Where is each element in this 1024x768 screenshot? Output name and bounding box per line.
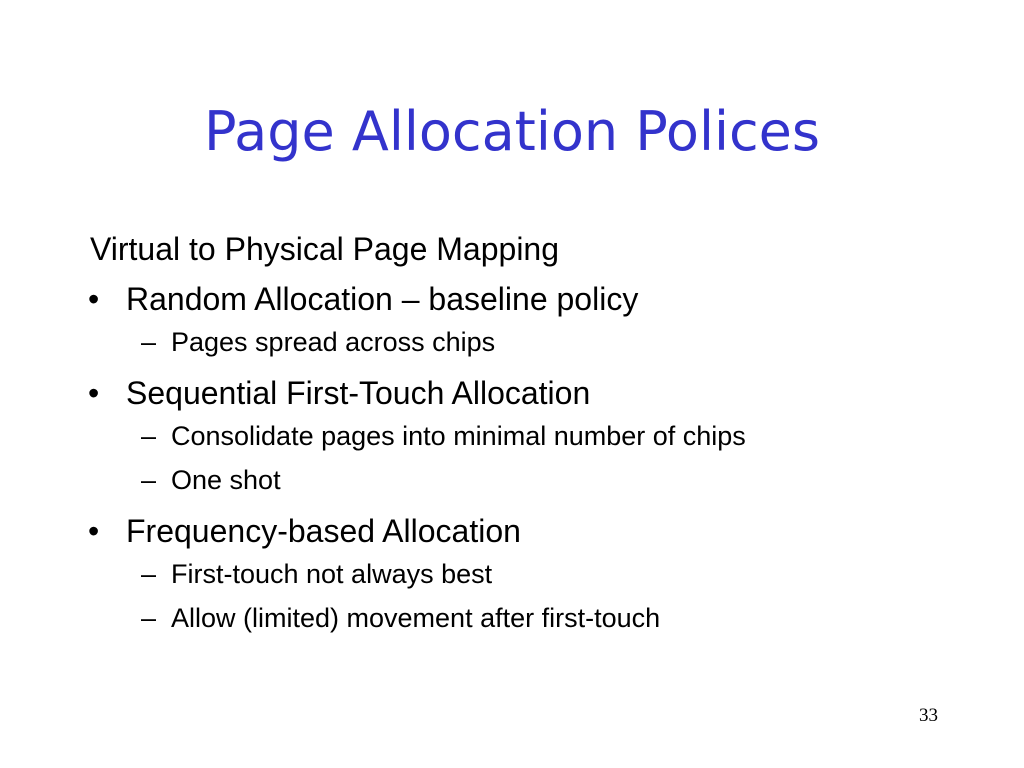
slide-body — [90, 226, 990, 638]
bullet-marker: • — [88, 375, 100, 411]
sub-marker: – — [141, 559, 157, 589]
sub-item — [141, 554, 990, 594]
sub-marker: – — [141, 603, 157, 633]
bullet-marker: • — [88, 281, 100, 317]
bullet-item — [90, 276, 990, 322]
sub-text: One shot — [171, 465, 281, 495]
sub-item — [141, 322, 990, 362]
bullet-item — [90, 508, 990, 554]
sub-text: Pages spread across chips — [171, 327, 496, 357]
bullet-marker: • — [88, 513, 100, 549]
sub-item — [141, 460, 990, 500]
spacer — [90, 500, 990, 508]
bullet-text: Frequency-based Allocation — [126, 513, 521, 549]
sub-marker: – — [141, 421, 157, 451]
bullet-item — [90, 370, 990, 416]
sub-marker: – — [141, 327, 157, 357]
sub-item — [141, 598, 990, 638]
sub-text: First-touch not always best — [171, 559, 493, 589]
sub-text: Allow (limited) movement after first-touch — [171, 603, 661, 633]
page-number: 33 — [919, 705, 938, 726]
intro-line: Virtual to Physical Page Mapping — [90, 231, 560, 267]
bullet-text: Random Allocation – baseline policy — [126, 281, 639, 317]
slide-title: Page Allocation Polices — [204, 100, 820, 163]
sub-text: Consolidate pages into minimal number of chips — [171, 421, 746, 451]
spacer — [90, 362, 990, 370]
sub-item — [141, 416, 990, 456]
bullet-text: Sequential First-Touch Allocation — [126, 375, 591, 411]
sub-marker: – — [141, 465, 157, 495]
